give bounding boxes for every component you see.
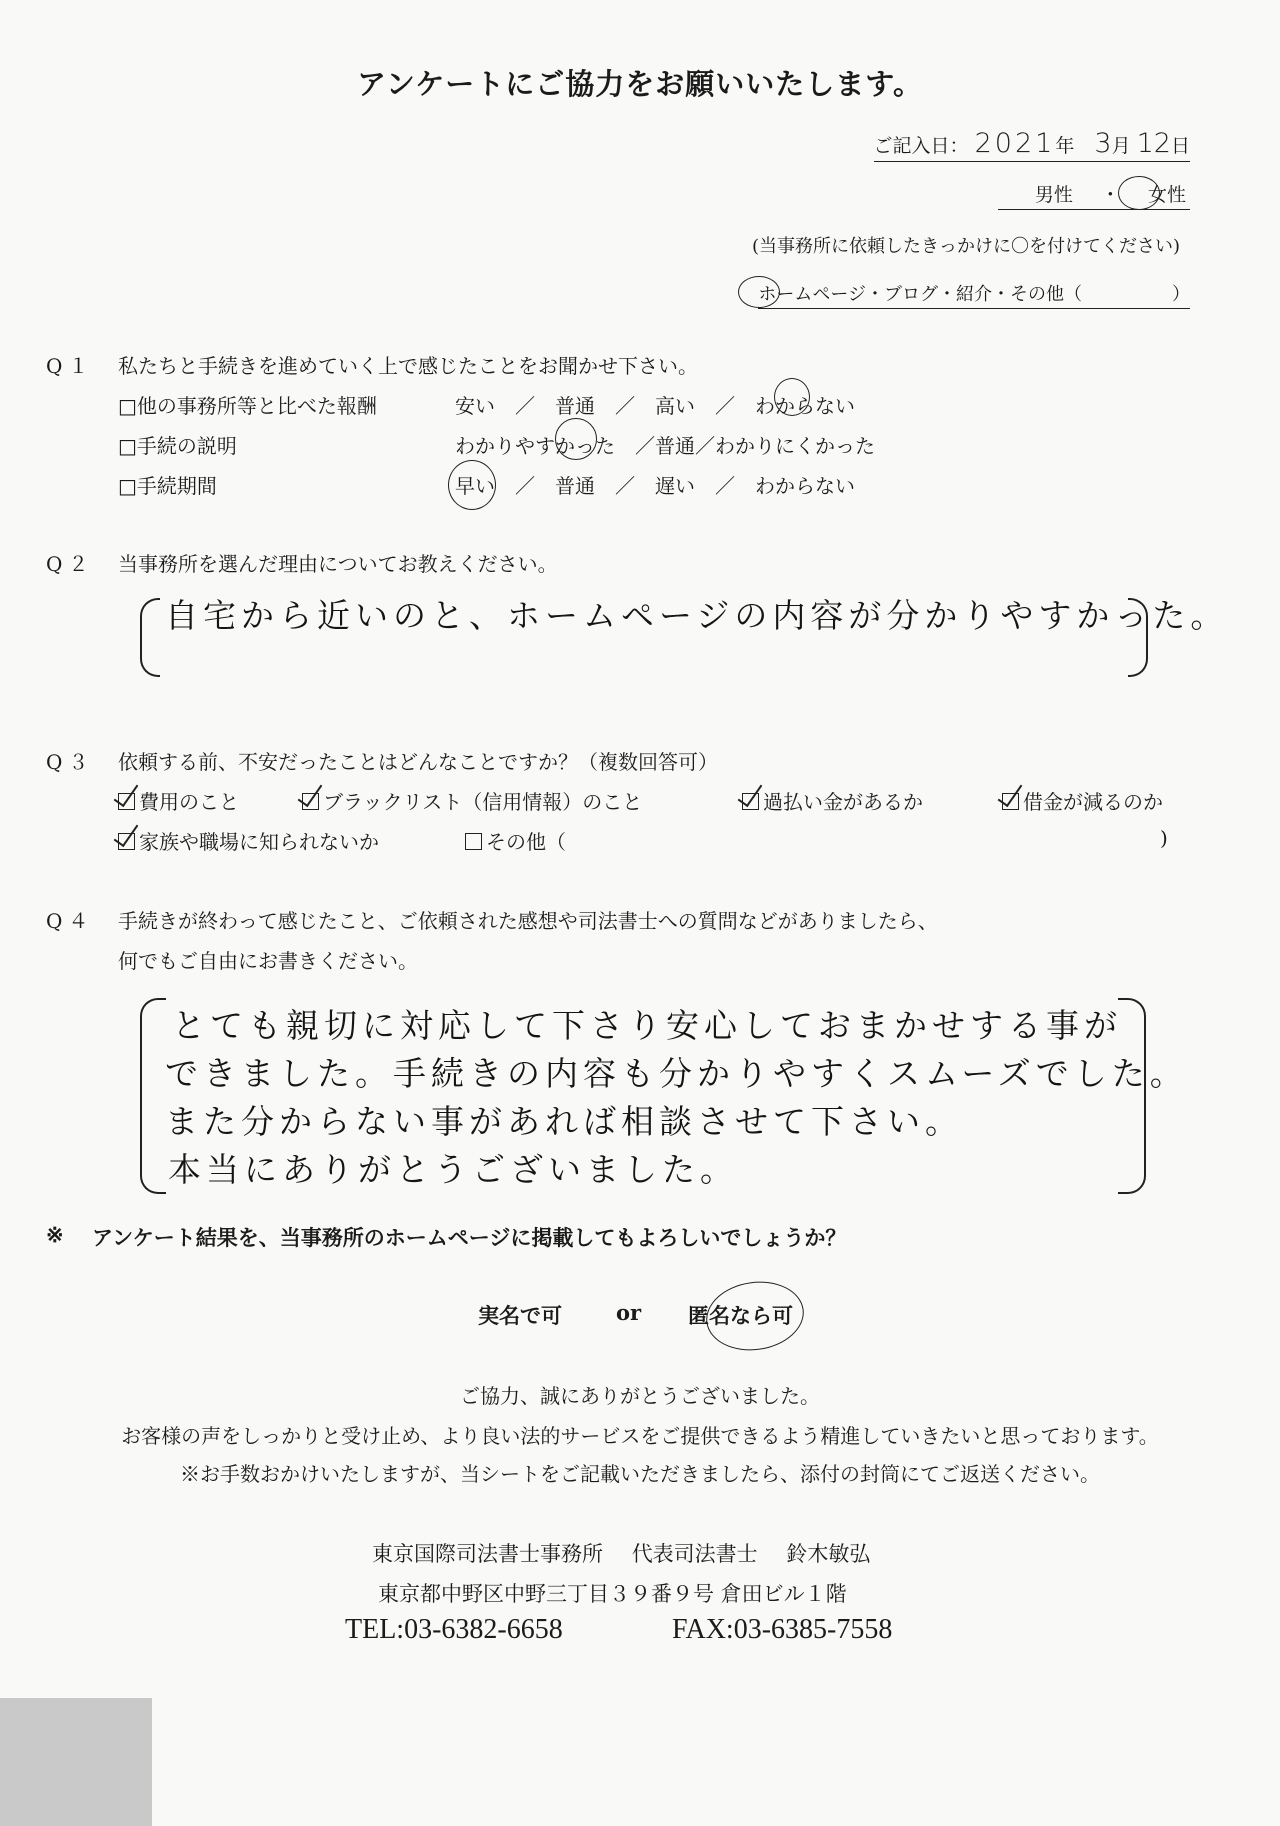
q3-number: Q３ xyxy=(46,750,95,774)
q1-number: Q１ xyxy=(46,354,95,378)
closing-message: お客様の声をしっかりと受け止め、より良い法的サービスをご提供できるよう精進していきたいと思っております。 xyxy=(121,1424,1159,1448)
q3-question: 依頼する前、不安だったことはどんなことですか？（複数回答可） xyxy=(118,750,718,774)
q1-period-circle xyxy=(448,460,496,510)
date-day: 12 xyxy=(1136,128,1171,159)
q3-other-close: ) xyxy=(1160,826,1168,850)
office-rep-title: 代表司法書士 xyxy=(631,1542,758,1566)
q1-fee-circle xyxy=(774,378,810,416)
q2-question: 当事務所を選んだ理由についてお教えください。 xyxy=(118,552,558,576)
q3-option-debt-reduction: 借金が減るのか xyxy=(1002,786,1163,815)
q4-answer-bracket-right xyxy=(1118,998,1146,1194)
q1-item-fee-options: 安い ／ 普通 ／ 高い ／ わからない xyxy=(455,394,855,418)
publish-or: or xyxy=(616,1300,642,1325)
q3-option-family-work: 家族や職場に知られないか xyxy=(118,826,379,855)
publish-option-real-name: 実名で可 xyxy=(478,1303,562,1328)
office-address: 東京都中野区中野三丁目３９番９号 倉田ビル１階 xyxy=(378,1582,847,1606)
office-fax: FAX:03-6385-7558 xyxy=(672,1614,893,1645)
q1-item-explain-label: □手続の説明 xyxy=(118,434,237,458)
checkbox-blacklist[interactable] xyxy=(302,793,319,810)
publish-selection-circle xyxy=(702,1276,809,1357)
q1-item-period-options: 早い ／ 普通 ／ 遅い ／ わからない xyxy=(455,474,855,498)
q2-number: Q２ xyxy=(46,552,95,576)
office-info xyxy=(372,1538,870,1568)
q4-answer-bracket-left xyxy=(140,998,166,1194)
office-rep-name: 鈴木敏弘 xyxy=(786,1542,871,1566)
scan-corner-shadow xyxy=(0,1698,152,1826)
gender-line: 男性 ・ 女性 xyxy=(998,180,1190,210)
q2-answer-handwritten: 自宅から近いのと、ホームページの内容が分かりやすかった。 xyxy=(165,596,1229,635)
gender-male: 男性 xyxy=(1034,184,1073,206)
closing-return-note: ※お手数おかけいたしますが、当シートをご記載いただきましたら、添付の封筒にてご返送ください。 xyxy=(180,1462,1100,1486)
publish-option-anonymous: 匿名なら可 xyxy=(688,1303,793,1328)
publish-question: アンケート結果を、当事務所のホームページに掲載してもよろしいでしょうか？ xyxy=(92,1225,847,1250)
q1-item-period-label: □手続期間 xyxy=(118,474,217,498)
q1-explain-circle xyxy=(555,418,597,460)
referral-selection-circle xyxy=(738,276,780,308)
office-name: 東京国際司法書士事務所 xyxy=(372,1542,603,1566)
q4-answer-line3: また分からない事があれば相談させて下さい。 xyxy=(165,1102,963,1141)
q3-option-overpayment: 過払い金があるか xyxy=(742,786,923,815)
q4-question-line1: 手続きが終わって感じたこと、ご依頼された感想や司法書士への質問などがありましたら、 xyxy=(118,909,938,933)
referral-instruction: (当事務所に依頼したきっかけに〇を付けてください) xyxy=(751,236,1180,257)
publish-mark: ※ xyxy=(46,1222,64,1247)
date-year: 2021 xyxy=(974,128,1056,159)
q4-answer-line2: できました。手続きの内容も分かりやすくスムーズでした。 xyxy=(165,1054,1188,1093)
q4-number: Q４ xyxy=(46,909,95,933)
date-line: ご記入日： 2021年 3月 12日 xyxy=(874,128,1190,162)
office-tel: TEL:03-6382-6658 xyxy=(345,1614,563,1645)
checkbox-overpayment[interactable] xyxy=(742,793,759,810)
checkbox-other[interactable] xyxy=(465,833,482,850)
gender-selection-circle xyxy=(1118,176,1160,210)
checkbox-family-work[interactable] xyxy=(118,833,135,850)
gender-female: 女性 xyxy=(1147,184,1186,206)
q3-option-other: その他（ xyxy=(465,826,566,855)
q1-question: 私たちと手続きを進めていく上で感じたことをお聞かせ下さい。 xyxy=(118,354,698,378)
q4-answer-line1: とても親切に対応して下さり安心しておまかせする事が xyxy=(172,1006,1122,1045)
page-title: アンケートにご協力をお願いいたします。 xyxy=(357,67,923,101)
q4-answer-line4: 本当にありがとうございました。 xyxy=(168,1150,738,1189)
q1-item-fee-label: □他の事務所等と比べた報酬 xyxy=(118,394,377,418)
q1-item-explain-options: わかりやすかった ／普通／わかりにくかった xyxy=(455,434,875,458)
q3-option-cost: 費用のこと xyxy=(118,786,239,815)
checkbox-cost[interactable] xyxy=(118,793,135,810)
q4-question-line2: 何でもご自由にお書きください。 xyxy=(118,949,418,973)
closing-thanks: ご協力、誠にありがとうございました。 xyxy=(460,1384,820,1408)
q3-option-blacklist: ブラックリスト（信用情報）のこと xyxy=(302,786,642,815)
q2-answer-bracket-left xyxy=(140,598,160,677)
date-month: 3 xyxy=(1094,128,1112,159)
checkbox-debt-reduction[interactable] xyxy=(1002,793,1019,810)
referral-options: ホームページ・ブログ・紹介・その他（ ） xyxy=(758,280,1190,309)
